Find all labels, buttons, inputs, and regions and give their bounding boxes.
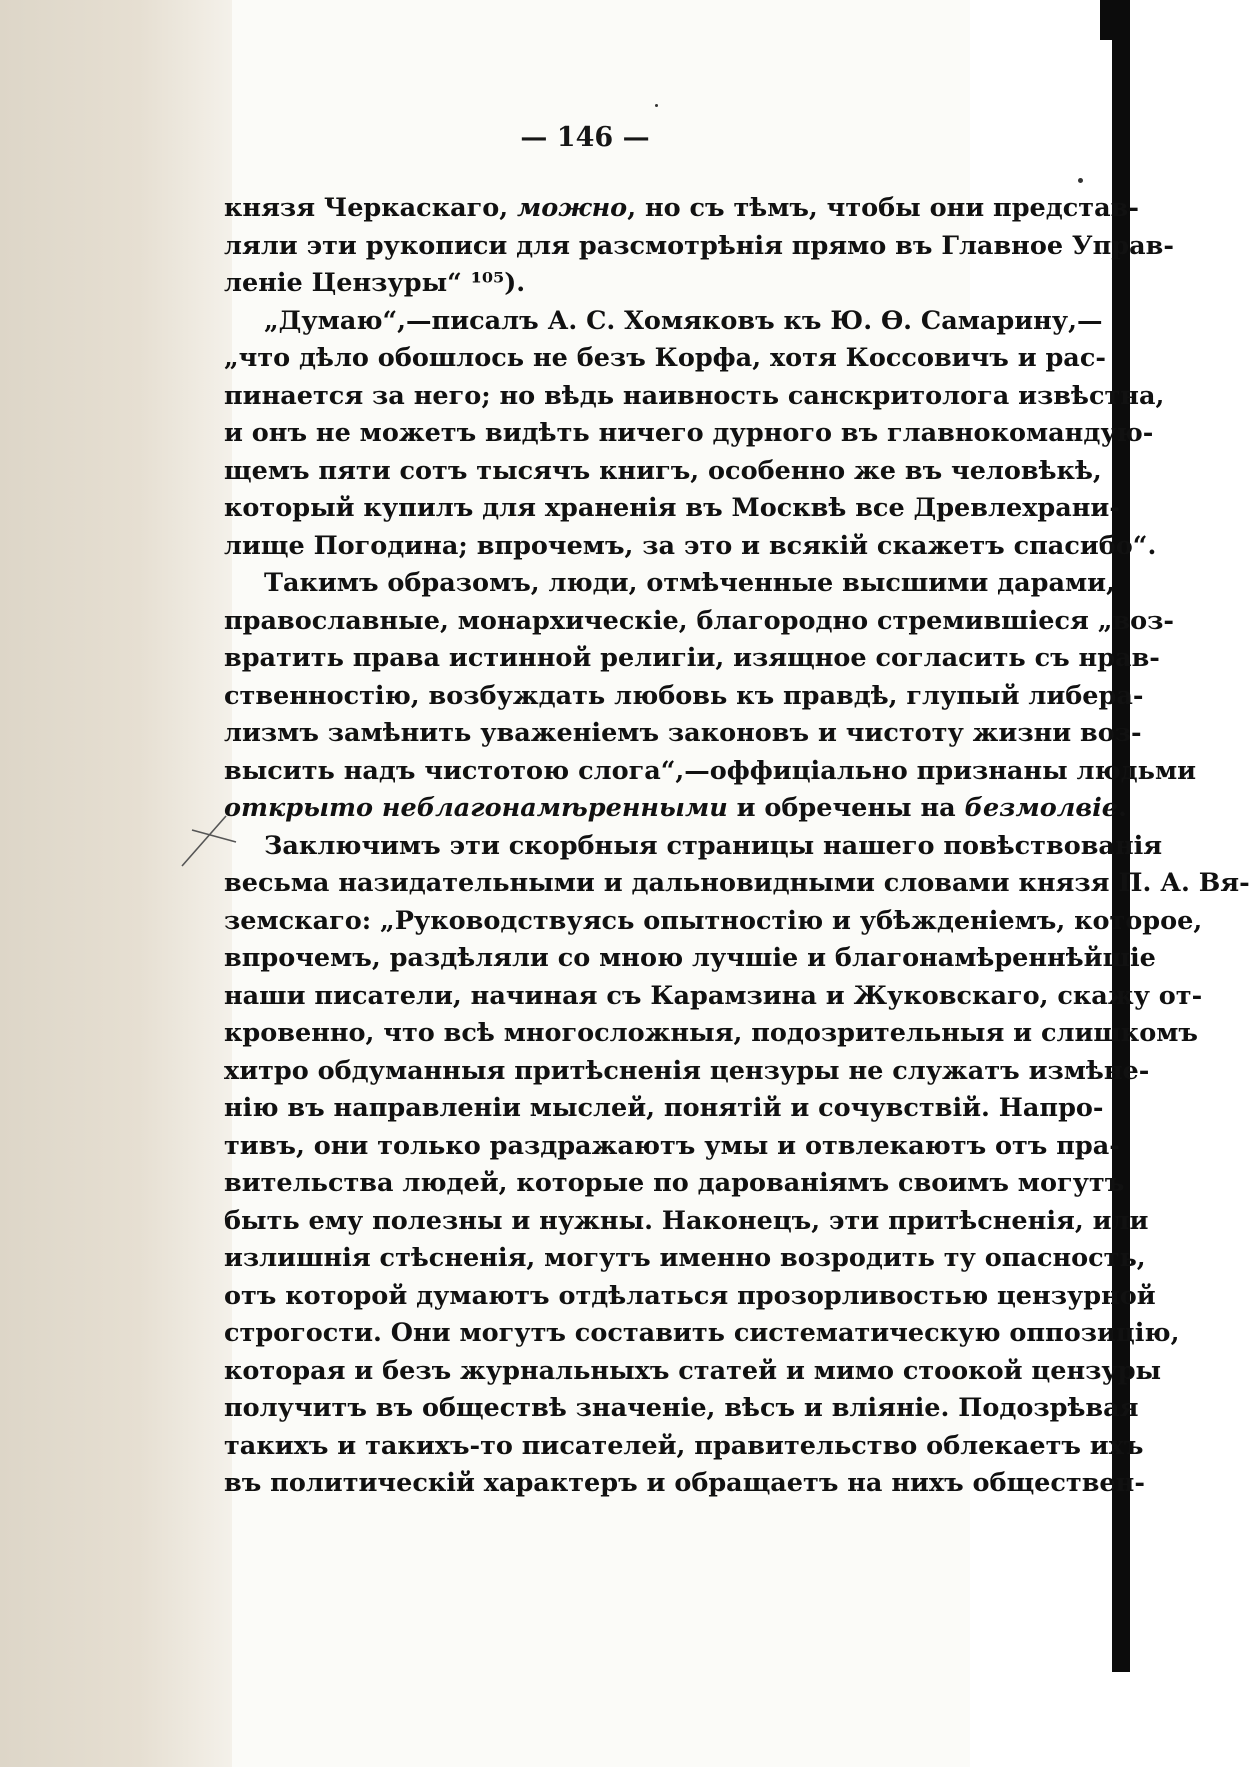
emphasized-text: можно <box>517 193 628 223</box>
text-run: которая и безъ журнальныхъ статей и мимо стоокой цензуры <box>224 1355 1162 1386</box>
text-line <box>224 1240 1146 1278</box>
text-run: вительства людей, которые по дарованіямъ своимъ могутъ <box>224 1168 1125 1198</box>
text-run: „что дѣло обошлось не безъ Корфа, хотя Коссовичъ и рас- <box>224 343 1106 373</box>
text-run: хитро обдуманныя притѣсненія цензуры не служатъ измѣне- <box>224 1055 1150 1086</box>
text-line <box>224 378 1165 416</box>
text-line <box>224 1128 1120 1166</box>
text-run: быть ему полезны и нужны. Наконецъ, эти притѣсненія, или <box>224 1205 1149 1236</box>
text-line <box>224 528 1157 566</box>
text-line <box>224 453 1102 491</box>
text-line <box>224 1090 1104 1128</box>
text-run: . <box>1118 793 1127 823</box>
text-run: кровенно, что всѣ многосложныя, подозрительныя и слишкомъ <box>224 1018 1198 1048</box>
text-run: такихъ и такихъ-то писателей, правительство облекаетъ ихъ <box>224 1430 1144 1461</box>
text-run: и онъ не можетъ видѣть ничего дурного въ главнокомандую- <box>224 418 1154 448</box>
text-line <box>224 1165 1125 1203</box>
scan-edge-corner <box>1100 0 1130 40</box>
text-run: пинается за него; но вѣдь наивность санскритолога извѣстна, <box>224 380 1165 411</box>
text-line <box>224 490 1120 528</box>
speck <box>1078 178 1083 183</box>
text-line <box>224 265 1040 303</box>
text-line <box>224 903 1203 941</box>
text-run: нію въ направленіи мыслей, понятій и сочувствій. Напро- <box>224 1093 1104 1123</box>
text-line <box>224 415 1154 453</box>
text-run: ляли эти рукописи для разсмотрѣнія прямо въ Главное Управ- <box>224 230 1174 261</box>
text-line <box>224 865 1250 903</box>
text-run: впрочемъ, раздѣляли со мною лучшіе и благонамѣреннѣйшіе <box>224 943 1156 973</box>
text-line <box>224 1465 1145 1503</box>
text-line <box>224 1428 1144 1466</box>
text-line <box>224 1353 1162 1391</box>
text-run: наши писатели, начиная съ Карамзина и Жуковскаго, скажу от- <box>224 980 1203 1011</box>
text-line <box>224 1278 1156 1316</box>
text-run: Заключимъ эти скорбныя страницы нашего повѣствованія <box>264 830 1163 861</box>
text-run: который купилъ для храненія въ Москвѣ все Древлехрани- <box>224 493 1120 523</box>
text-run: въ политическій характеръ и обращаетъ на нихъ обществен- <box>224 1468 1145 1498</box>
pencil-mark <box>178 808 238 874</box>
text-line <box>224 753 1197 791</box>
text-run: Такимъ образомъ, люди, отмѣченные высшими дарами, <box>264 568 1115 598</box>
page-gutter-shadow <box>0 0 232 1767</box>
text-line <box>224 790 1127 828</box>
text-run: земскаго: „Руководствуясь опытностію и убѣжденіемъ, которое, <box>224 905 1203 936</box>
text-line <box>224 828 1163 866</box>
text-line <box>224 1203 1149 1241</box>
text-run: тивъ, они только раздражаютъ умы и отвлекаютъ отъ пра- <box>224 1130 1120 1161</box>
text-run: леніе Цензуры“ ¹⁰⁵). <box>224 268 526 298</box>
text-run: православные, монархическіе, благородно стремившіеся „воз- <box>224 605 1174 636</box>
text-run: высить надъ чистотою слога“,—оффиціально признаны людьми <box>224 755 1197 786</box>
text-line <box>224 1015 1198 1053</box>
text-run: и обречены на <box>727 793 965 823</box>
text-line <box>224 303 1103 341</box>
text-run: строгости. Они могутъ составить систематическую оппозицію, <box>224 1318 1180 1348</box>
text-run: щемъ пяти сотъ тысячъ книгъ, особенно же въ человѣкѣ, <box>224 455 1102 486</box>
text-line <box>224 340 1106 378</box>
text-run: весьма назидательными и дальновидными словами князя П. А. Вя- <box>224 868 1250 898</box>
text-run: излишнія стѣсненія, могутъ именно возродить ту опасность, <box>224 1243 1146 1273</box>
text-run: „Думаю“,—писалъ А. С. Хомяковъ къ Ю. Ѳ. Самарину,— <box>264 305 1103 336</box>
text-run: , но съ тѣмъ, чтобы они представ- <box>627 193 1139 223</box>
text-line <box>224 603 1174 641</box>
speck <box>655 104 658 107</box>
body-text <box>224 190 1250 1503</box>
text-line <box>224 565 1115 603</box>
text-run: князя Черкаскаго, <box>224 193 518 223</box>
text-run: ственностію, возбуждать любовь къ правдѣ, глупый либера- <box>224 680 1144 711</box>
text-line <box>224 678 1144 716</box>
text-line <box>224 228 1174 266</box>
text-line <box>224 715 1142 753</box>
text-run: вратить права истинной религіи, изящное согласить съ нрав- <box>224 643 1160 673</box>
text-line <box>224 1315 1180 1353</box>
text-run: лизмъ замѣнить уваженіемъ законовъ и чистоту жизни воз- <box>224 718 1142 748</box>
text-run: получитъ въ обществѣ значеніе, вѣсъ и вліяніе. Подозрѣвая <box>224 1393 1139 1423</box>
page-number: — 146 — <box>520 122 650 153</box>
text-line <box>224 1053 1150 1091</box>
text-line <box>224 640 1160 678</box>
text-line <box>224 978 1203 1016</box>
emphasized-text: открыто неблагонамѣренными <box>224 793 728 823</box>
text-run: лище Погодина; впрочемъ, за это и всякій скажетъ спасибо“. <box>224 530 1157 561</box>
text-line <box>224 1390 1139 1428</box>
text-line <box>224 190 1139 228</box>
text-run: отъ которой думаютъ отдѣлаться прозорливостью цензурной <box>224 1280 1156 1311</box>
text-line <box>224 940 1156 978</box>
emphasized-text: безмолвіе <box>964 793 1119 823</box>
